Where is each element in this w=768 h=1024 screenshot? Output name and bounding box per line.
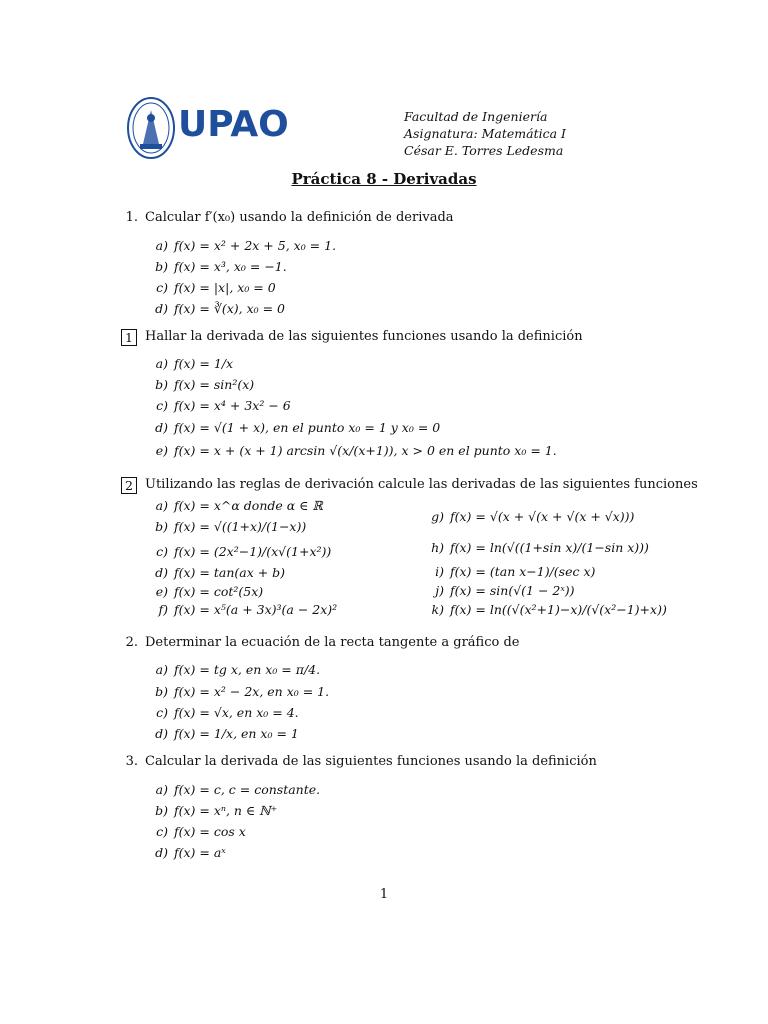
b2-item-g: g) f(x) = √(x + √(x + √(x + √x))) bbox=[431, 509, 635, 524]
b2-item-d: d) f(x) = tan(ax + b) bbox=[155, 565, 286, 580]
upao-logo bbox=[126, 96, 289, 162]
b1-item-b: b) f(x) = sin²(x) bbox=[155, 377, 255, 392]
exercise-2-box: 2 bbox=[121, 477, 137, 494]
b1-item-c: c) f(x) = x⁴ + 3x² − 6 bbox=[156, 398, 291, 413]
question-1-text: Calcular f′(x₀) usando la definición de derivada bbox=[145, 210, 454, 225]
faculty-name: Facultad de Ingeniería bbox=[404, 109, 548, 124]
q3-item-d: d) f(x) = aˣ bbox=[155, 845, 226, 860]
b1-item-e: e) f(x) = x + (x + 1) arcsin √(x/(x+1)), x > 0 en el punto x₀ = 1. bbox=[155, 443, 557, 458]
b1-item-d: d) f(x) = √(1 + x), en el punto x₀ = 1 y x₀ = 0 bbox=[155, 420, 441, 435]
b1-item-a: a) f(x) = 1/x bbox=[155, 356, 234, 371]
q3-item-a: a) f(x) = c, c = constante. bbox=[155, 782, 321, 797]
b2-item-e: e) f(x) = cot²(5x) bbox=[155, 584, 264, 599]
page-number: 1 bbox=[379, 887, 389, 902]
b2-item-i: i) f(x) = (tan x−1)/(sec x) bbox=[435, 564, 596, 579]
q3-item-c: c) f(x) = cos x bbox=[156, 824, 246, 839]
author-name: César E. Torres Ledesma bbox=[404, 143, 564, 158]
q1-item-d: d) f(x) = ∛(x), x₀ = 0 bbox=[155, 301, 285, 316]
b2-item-f: f) f(x) = x⁵(a + 3x)³(a − 2x)² bbox=[158, 602, 338, 617]
b2-item-j: j) f(x) = sin(√(1 − 2ˣ)) bbox=[435, 583, 575, 598]
question-1-number: 1. bbox=[125, 210, 138, 225]
b2-item-a: a) f(x) = x^α donde α ∈ ℝ bbox=[155, 498, 323, 513]
exercise-1-box: 1 bbox=[121, 329, 137, 346]
q1-item-a: a) f(x) = x² + 2x + 5, x₀ = 1. bbox=[155, 238, 337, 253]
logo-wordmark: UPAO bbox=[178, 104, 289, 145]
question-2-text: Determinar la ecuación de la recta tangente a gráfico de bbox=[145, 635, 520, 650]
q1-item-c: c) f(x) = |x|, x₀ = 0 bbox=[156, 280, 276, 295]
header-info bbox=[404, 108, 566, 159]
course-name: Asignatura: Matemática I bbox=[404, 126, 566, 141]
exercise-1-text: Hallar la derivada de las siguientes funciones usando la definición bbox=[145, 329, 583, 344]
b2-item-k: k) f(x) = ln((√(x²+1)−x)/(√(x²−1)+x)) bbox=[431, 602, 667, 617]
q3-item-b: b) f(x) = xⁿ, n ∈ ℕ⁺ bbox=[155, 803, 278, 818]
question-2-number: 2. bbox=[125, 635, 138, 650]
b2-item-c: c) f(x) = (2x²−1)/(x√(1+x²)) bbox=[156, 544, 332, 559]
q2-item-c: c) f(x) = √x, en x₀ = 4. bbox=[156, 705, 299, 720]
q1-item-b: b) f(x) = x³, x₀ = −1. bbox=[155, 259, 287, 274]
university-seal-icon bbox=[126, 96, 176, 160]
q2-item-b: b) f(x) = x² − 2x, en x₀ = 1. bbox=[155, 684, 330, 699]
q2-item-d: d) f(x) = 1/x, en x₀ = 1 bbox=[155, 726, 299, 741]
b2-item-h: h) f(x) = ln(√((1+sin x)/(1−sin x))) bbox=[431, 540, 649, 555]
q2-item-a: a) f(x) = tg x, en x₀ = π/4. bbox=[155, 662, 321, 677]
question-3-text: Calcular la derivada de las siguientes funciones usando la definición bbox=[145, 754, 597, 769]
exercise-2-text: Utilizando las reglas de derivación calcule las derivadas de las siguientes funciones bbox=[145, 477, 698, 492]
question-3-number: 3. bbox=[125, 754, 138, 769]
b2-item-b: b) f(x) = √((1+x)/(1−x)) bbox=[155, 519, 307, 534]
page-title: Práctica 8 - Derivadas bbox=[291, 170, 477, 188]
